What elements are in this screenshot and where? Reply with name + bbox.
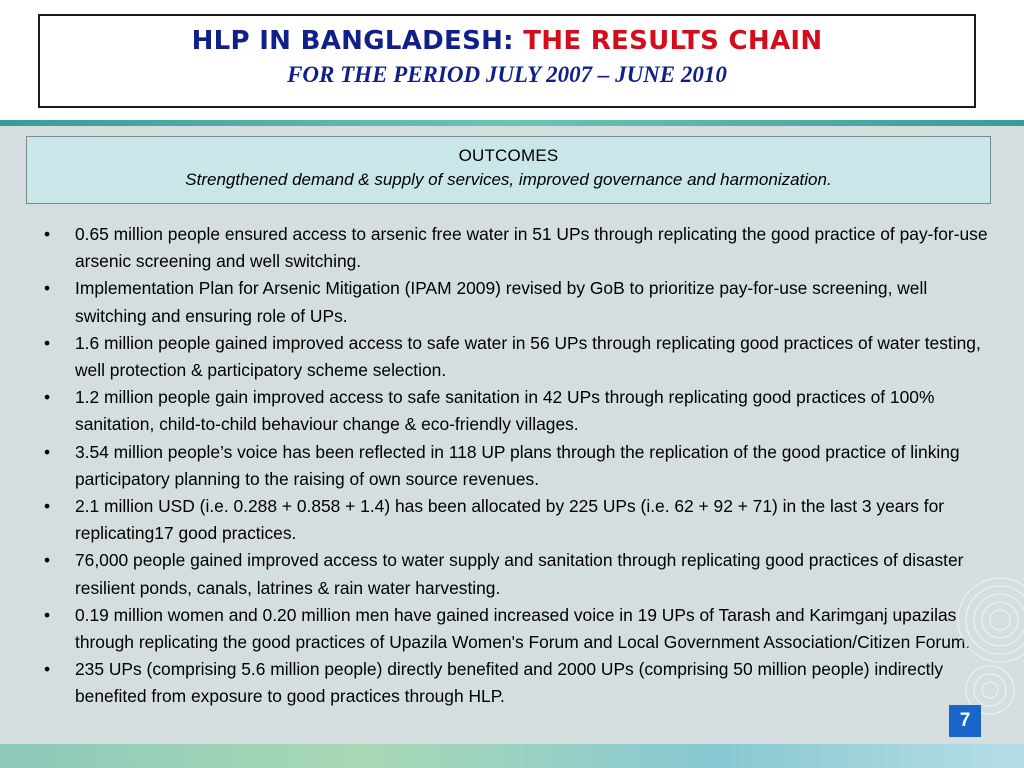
bullet-icon: • bbox=[44, 278, 51, 299]
footer-stripe bbox=[0, 744, 1024, 768]
list-item-text: 1.2 million people gain improved access to safe sanitation in 42 UPs through replicating good practices of 100% sanitation, child-to-child behaviour change & eco-friendly villages. bbox=[75, 387, 935, 435]
bullet-icon: • bbox=[44, 496, 51, 517]
list-item bbox=[44, 330, 989, 384]
list-item bbox=[44, 275, 989, 329]
list-item-text: 235 UPs (comprising 5.6 million people) directly benefited and 2000 UPs (comprising 50 million people) indirectly benefited from exposure to good practices through HLP. bbox=[75, 659, 944, 707]
list-item bbox=[44, 221, 989, 275]
bullet-icon: • bbox=[44, 441, 51, 462]
title-separator: : bbox=[503, 26, 524, 56]
list-item-text: 1.6 million people gained improved access to safe water in 56 UPs through replicating good practices of water testing, well protection & participatory scheme selection. bbox=[75, 332, 981, 381]
outcomes-description: Strengthened demand & supply of services, improved governance and harmonization. bbox=[185, 170, 832, 189]
bullet-icon: • bbox=[44, 659, 51, 680]
results-list bbox=[44, 221, 989, 711]
outcomes-heading: OUTCOMES bbox=[458, 146, 559, 165]
header-divider bbox=[0, 120, 1024, 126]
outcomes-box bbox=[26, 136, 991, 204]
list-item-text: 0.65 million people ensured access to arsenic free water in 51 UPs through replicating the good practice of pay-for-use arsenic screening and well switching. bbox=[75, 224, 988, 272]
list-item-text: 3.54 million people’s voice has been reflected in 118 UP plans through the replication of the good practice of linking participatory planning to the raising of own source revenues. bbox=[75, 441, 960, 489]
title-part-2: THE RESULTS CHAIN bbox=[523, 26, 823, 56]
slide-title bbox=[40, 26, 974, 56]
bullet-icon: • bbox=[44, 550, 51, 571]
bullet-icon: • bbox=[44, 332, 51, 353]
list-item bbox=[44, 547, 989, 601]
slide-subtitle: FOR THE PERIOD JULY 2007 – JUNE 2010 bbox=[287, 62, 727, 87]
list-item-text: 76,000 people gained improved access to water supply and sanitation through replicating good practices of disaster resilient ponds, canals, latrines & rain water harvesting. bbox=[75, 550, 964, 598]
list-item-text: 0.19 million women and 0.20 million men have gained increased voice in 19 UPs of Tarash and Karimganj upazilas through replicating the good practices of Upazila Women's Forum and Local Government Association/Citizen Forum. bbox=[75, 604, 971, 653]
title-part-1: HLP IN BANGLADESH bbox=[191, 26, 504, 56]
list-item-text: 2.1 million USD (i.e. 0.288 + 0.858 + 1.4) has been allocated by 225 UPs (i.e. 62 + 92 + 71) in the last 3 years for replicating17 good practices. bbox=[75, 496, 945, 544]
list-item-text: Implementation Plan for Arsenic Mitigation (IPAM 2009) revised by GoB to prioritize pay-for-use screening, well switching and ensuring role of UPs. bbox=[75, 278, 928, 326]
bullet-icon: • bbox=[44, 387, 51, 408]
bullet-icon: • bbox=[44, 604, 51, 625]
list-item bbox=[44, 602, 989, 656]
bullet-icon: • bbox=[44, 224, 51, 244]
list-item bbox=[44, 439, 989, 493]
title-box bbox=[38, 14, 976, 108]
page-number-badge: 7 bbox=[949, 705, 981, 737]
list-item bbox=[44, 384, 989, 438]
list-item bbox=[44, 656, 989, 710]
list-item bbox=[44, 493, 989, 547]
